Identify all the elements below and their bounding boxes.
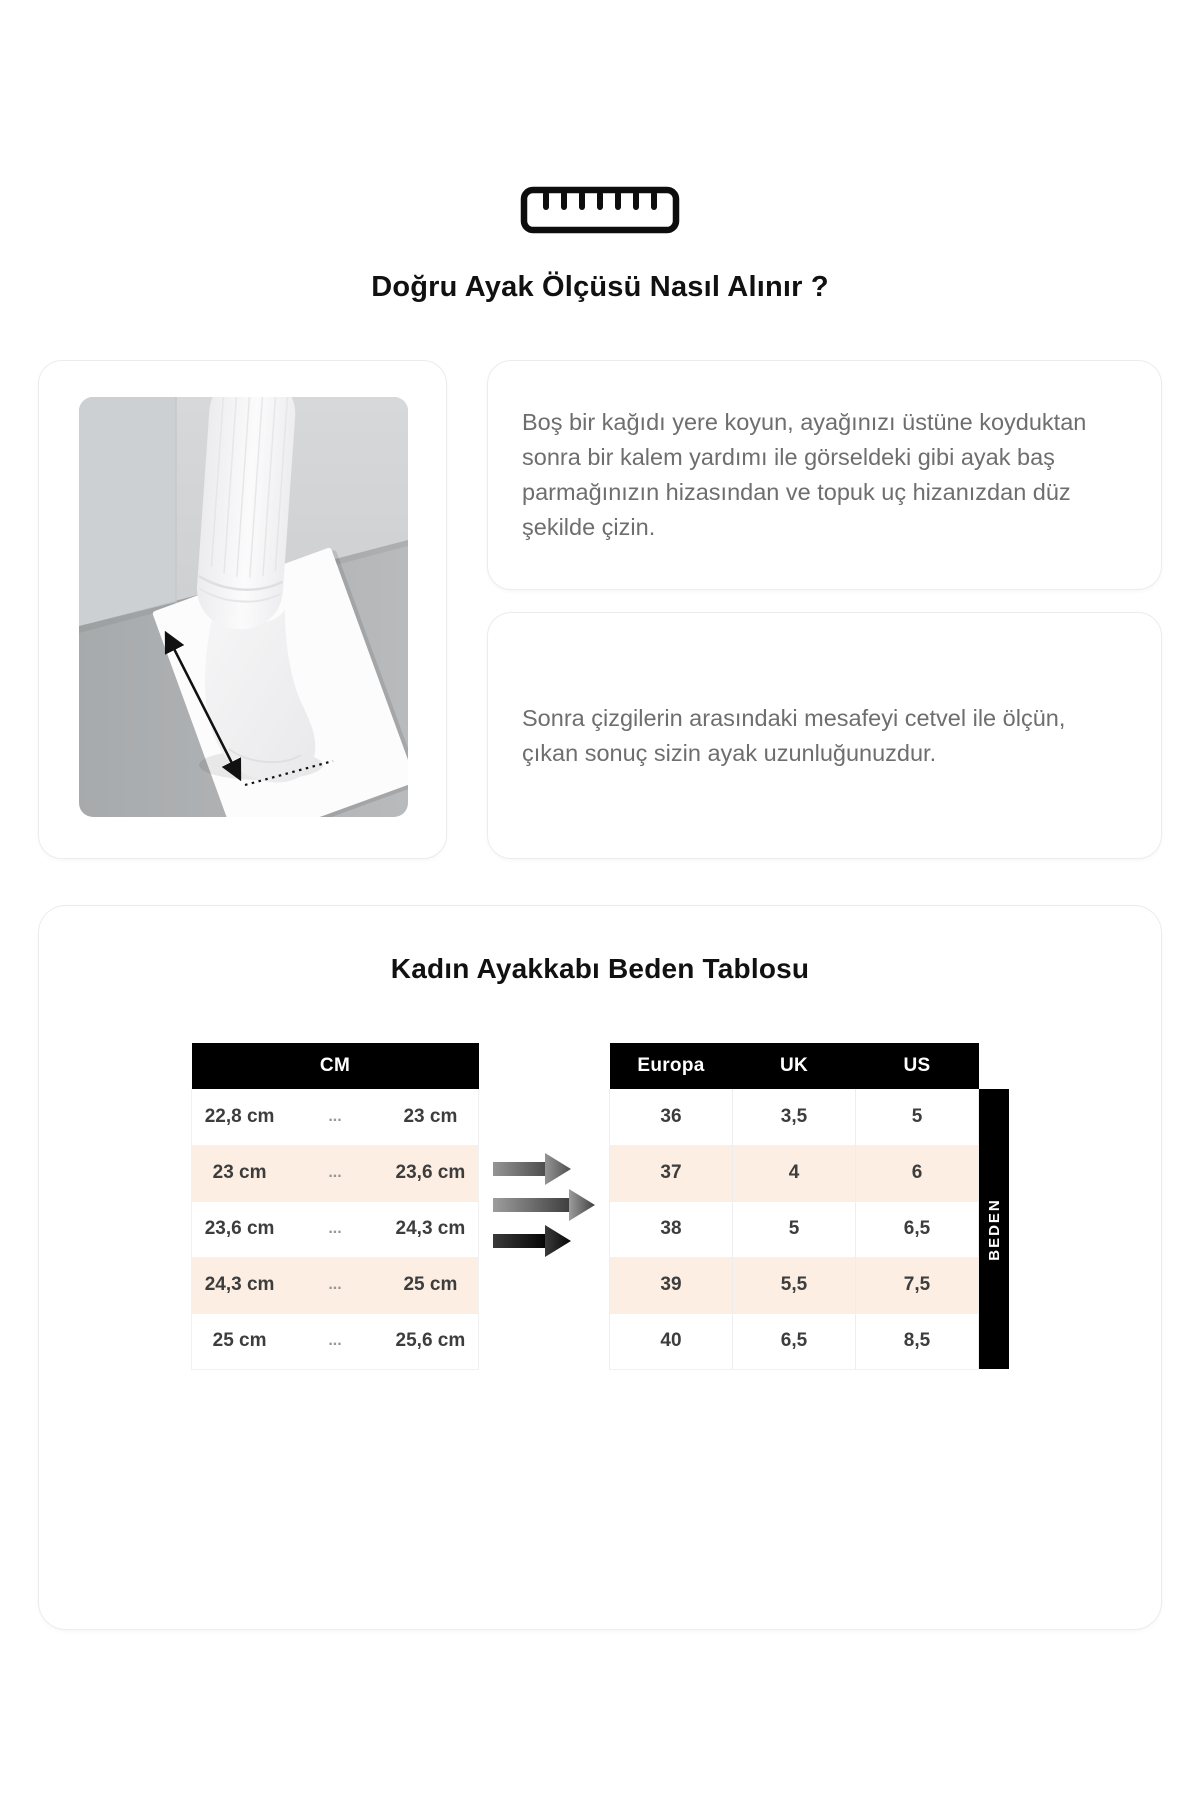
ruler-icon-wrap [0, 0, 1200, 234]
size-row: 37 4 6 [610, 1145, 979, 1201]
size-chart-card [38, 905, 1162, 1630]
size-row: 38 5 6,5 [610, 1201, 979, 1257]
cm-row: 25 cm ... 25,6 cm [192, 1313, 479, 1369]
step-text-2: Sonra çizgilerin arasındaki mesafeyi cetvel ile ölçün, çıkan sonuç sizin ayak uzunluğunuzdur. [522, 704, 1066, 766]
beden-side-label: BEDEN [979, 1089, 1009, 1369]
size-tables [39, 1043, 1161, 1370]
ruler-icon [520, 186, 680, 234]
size-row: 40 6,5 8,5 [610, 1313, 979, 1369]
cm-row: 22,8 cm ... 23 cm [192, 1089, 479, 1145]
cm-row: 23,6 cm ... 24,3 cm [192, 1201, 479, 1257]
size-col-uk: UK [733, 1043, 856, 1089]
step-card-2 [487, 612, 1162, 859]
cm-table-header: CM [192, 1043, 479, 1089]
foot-photo-card [38, 360, 447, 859]
size-chart-title: Kadın Ayakkabı Beden Tablosu [390, 953, 810, 984]
size-row: 39 5,5 7,5 [610, 1257, 979, 1313]
step-text-1: Boş bir kağıdı yere koyun, ayağınızı üstüne koyduktan sonra bir kalem yardımı ile görseldeki gibi ayak baş parmağınızın hizasından ve topuk uç hizanızdan düz şekilde çizin. [522, 409, 1087, 540]
size-table-wrap [609, 1043, 1009, 1370]
how-to-section [38, 360, 1162, 859]
size-table [609, 1043, 979, 1370]
size-col-europa: Europa [610, 1043, 733, 1089]
how-to-title: Doğru Ayak Ölçüsü Nasıl Alınır ? [371, 271, 829, 303]
instruction-steps [487, 360, 1162, 859]
step-card-1 [487, 360, 1162, 590]
foot-measurement-photo [79, 397, 408, 817]
transfer-arrows-icon [479, 1151, 609, 1261]
size-row: 36 3,5 5 [610, 1089, 979, 1145]
cm-table [191, 1043, 479, 1370]
cm-row: 23 cm ... 23,6 cm [192, 1145, 479, 1201]
cm-row: 24,3 cm ... 25 cm [192, 1257, 479, 1313]
size-col-us: US [856, 1043, 979, 1089]
